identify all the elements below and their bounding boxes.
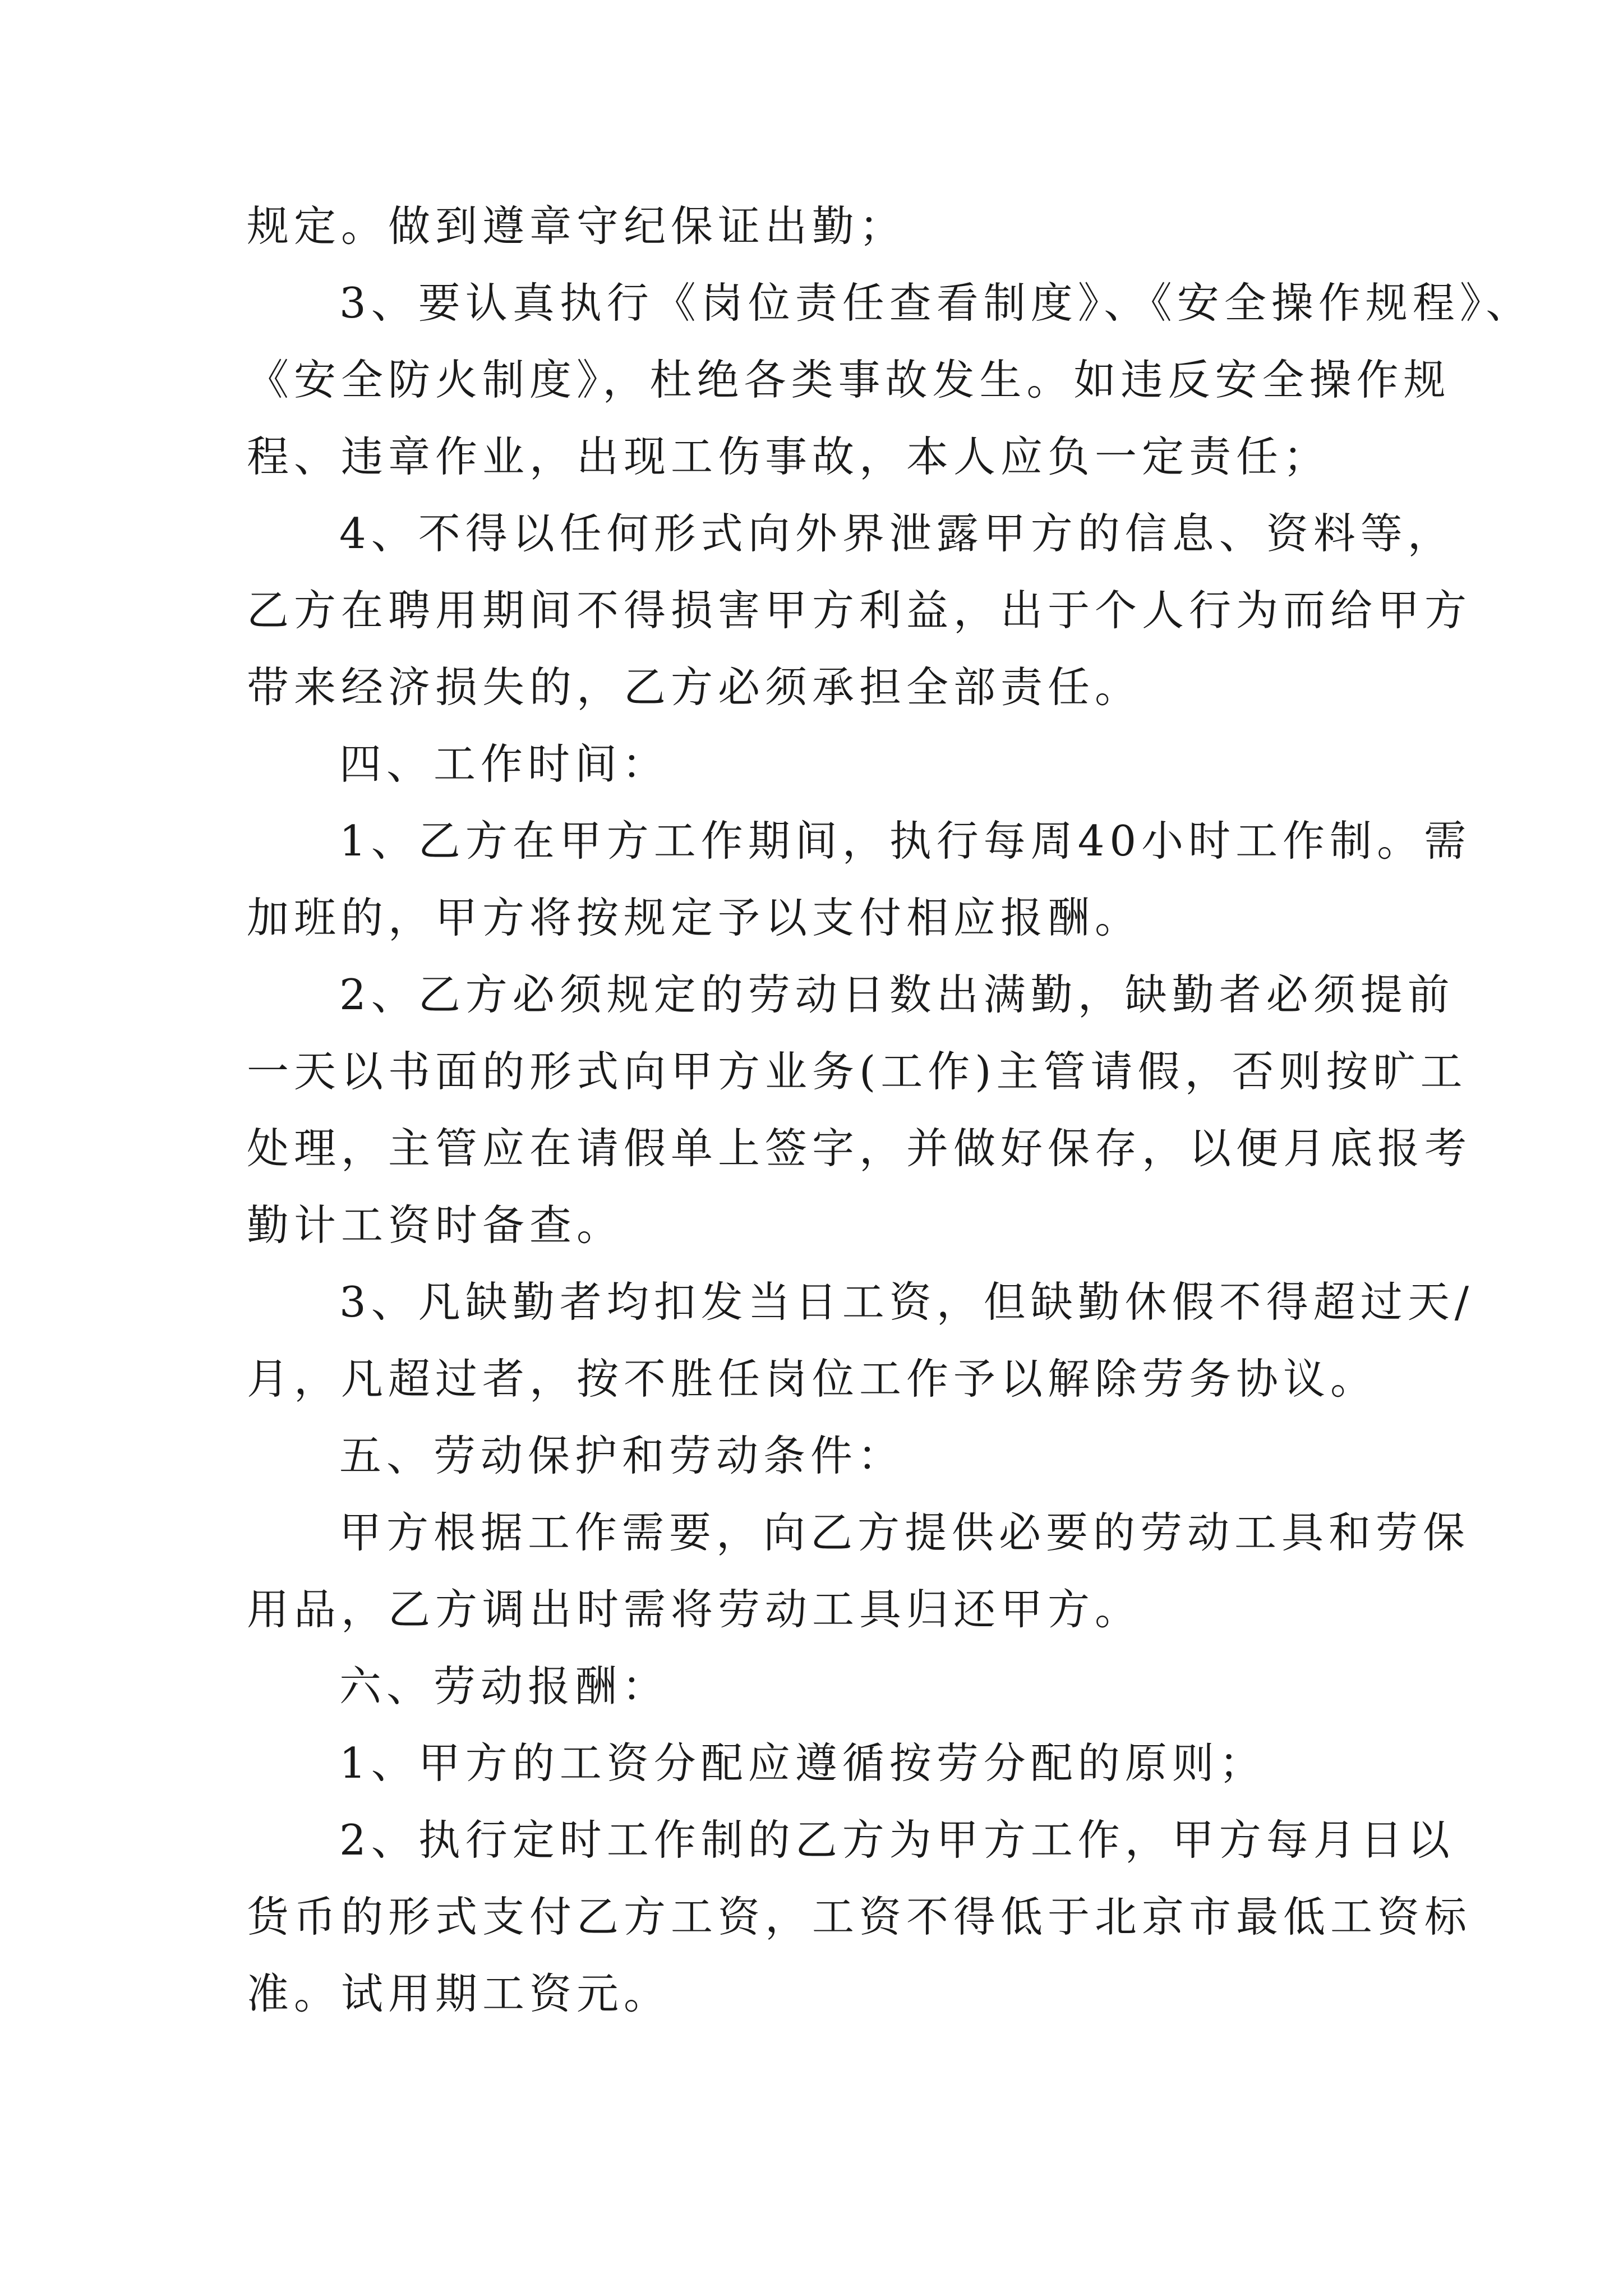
text-line: 乙方在聘用期间不得损害甲方利益，出于个人行为而给甲方 — [247, 586, 1472, 635]
section-heading: 六、劳动报酬： — [339, 1662, 670, 1711]
text-line: 勤计工资时备查。 — [247, 1200, 624, 1250]
text-line: 加班的，甲方将按规定予以支付相应报酬。 — [247, 893, 1142, 942]
text-line: 甲方根据工作需要，向乙方提供必要的劳动工具和劳保 — [339, 1508, 1470, 1557]
text-line: 1、甲方的工资分配应遵循按劳分配的原则； — [339, 1738, 1266, 1788]
text-line: 3、凡缺勤者均扣发当日工资，但缺勤休假不得超过天/ — [339, 1277, 1474, 1327]
text-line: 带来经济损失的，乙方必须承担全部责任。 — [247, 662, 1142, 712]
text-line: 2、执行定时工作制的乙方为甲方工作，甲方每月日以 — [339, 1815, 1455, 1865]
text-line: 程、违章作业，出现工伤事故，本人应负一定责任； — [247, 432, 1331, 481]
text-line: 用品，乙方调出时需将劳动工具归还甲方。 — [247, 1585, 1142, 1634]
text-line: 一天以书面的形式向甲方业务(工作)主管请假，否则按旷工 — [247, 1047, 1468, 1096]
text-line: 《安全防火制度》，杜绝各类事故发生。如违反安全操作规 — [247, 355, 1451, 404]
text-line: 货币的形式支付乙方工资，工资不得低于北京市最低工资标 — [247, 1892, 1472, 1941]
text-line: 准。试用期工资元。 — [247, 1969, 671, 2018]
text-line: 规定。做到遵章守纪保证出勤； — [247, 201, 907, 251]
text-line: 3、要认真执行《岗位责任查看制度》、《安全操作规程》、 — [339, 278, 1533, 328]
section-heading: 五、劳动保护和劳动条件： — [339, 1431, 905, 1480]
text-line: 2、乙方必须规定的劳动日数出满勤，缺勤者必须提前 — [339, 970, 1455, 1019]
document-body — [247, 188, 1533, 2032]
section-heading: 四、工作时间： — [339, 739, 670, 789]
text-line: 1、乙方在甲方工作期间，执行每周40小时工作制。需 — [339, 816, 1472, 866]
text-line: 4、不得以任何形式向外界泄露甲方的信息、资料等， — [339, 509, 1455, 558]
text-line: 处理，主管应在请假单上签字，并做好保存，以便月底报考 — [247, 1124, 1472, 1173]
text-line: 月，凡超过者，按不胜任岗位工作予以解除劳务协议。 — [247, 1354, 1378, 1404]
